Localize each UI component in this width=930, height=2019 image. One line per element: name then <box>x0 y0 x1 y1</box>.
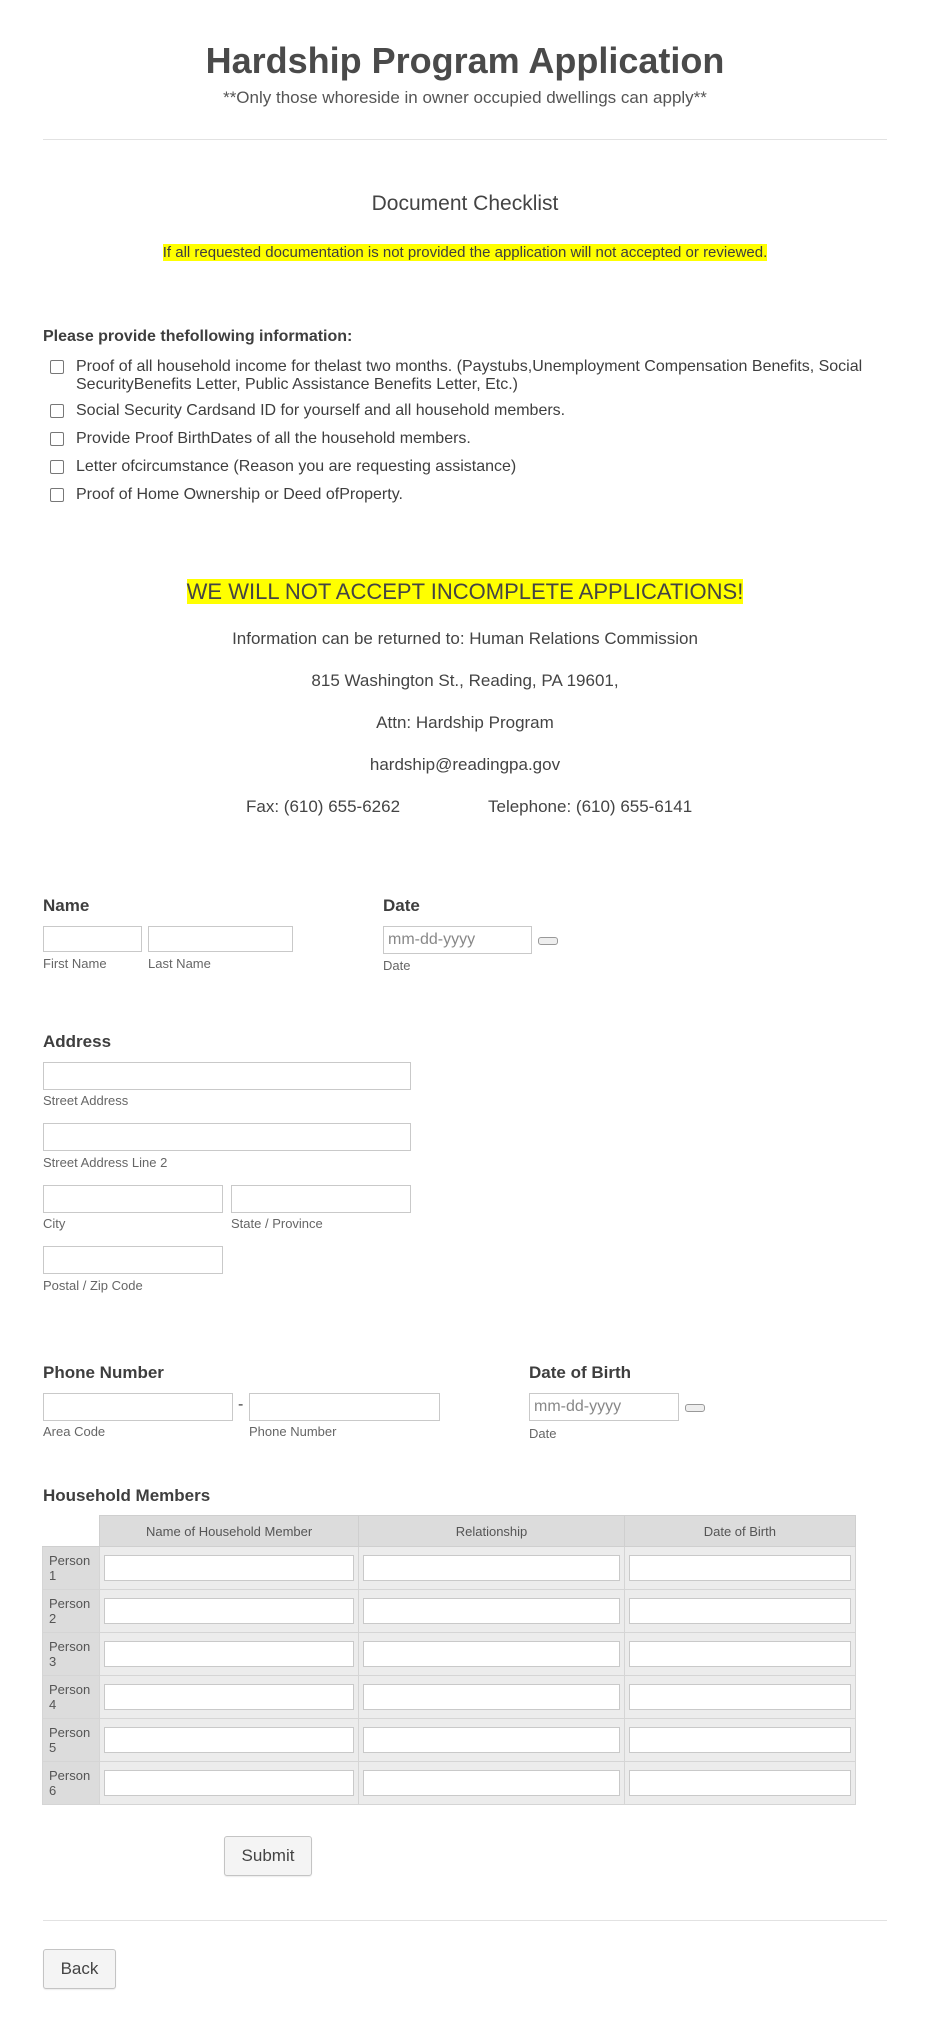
checklist-item-label: Proof of Home Ownership or Deed ofProperty. <box>76 486 403 503</box>
checklist-warning-wrapper <box>0 244 930 261</box>
state-input[interactable] <box>231 1185 411 1213</box>
page-title: Hardship Program Application <box>205 40 725 81</box>
checklist-heading: Document Checklist <box>371 192 559 215</box>
area-code-sublabel: Area Code <box>43 1424 106 1439</box>
telephone-text: Telephone: (610) 655-6141 <box>488 797 693 816</box>
row-label: Person 6 <box>43 1762 100 1805</box>
checkbox[interactable] <box>50 488 64 502</box>
column-header: Relationship <box>359 1516 624 1547</box>
name-label: Name <box>43 896 90 915</box>
member-name-input[interactable] <box>104 1727 354 1753</box>
member-dob-input[interactable] <box>629 1684 851 1710</box>
household-table <box>42 1515 856 1805</box>
city-sublabel: City <box>43 1216 66 1231</box>
calendar-button[interactable] <box>538 937 558 945</box>
row-label: Person 4 <box>43 1676 100 1719</box>
relationship-input[interactable] <box>363 1641 619 1667</box>
member-dob-input[interactable] <box>629 1641 851 1667</box>
divider <box>43 139 887 140</box>
state-sublabel: State / Province <box>231 1216 323 1231</box>
dob-sublabel: Date <box>529 1426 557 1441</box>
member-name-input[interactable] <box>104 1598 354 1624</box>
relationship-input[interactable] <box>363 1598 619 1624</box>
phone-separator: - <box>238 1396 244 1413</box>
relationship-input[interactable] <box>363 1684 619 1710</box>
email-text: hardship@readingpa.gov <box>369 755 561 774</box>
date-sublabel: Date <box>383 958 411 973</box>
phone-number-input[interactable] <box>249 1393 440 1421</box>
street-address-input[interactable] <box>43 1062 411 1090</box>
incomplete-banner: WE WILL NOT ACCEPT INCOMPLETE APPLICATIONS! <box>186 579 744 604</box>
table-row <box>43 1590 856 1633</box>
calendar-button[interactable] <box>685 1404 705 1412</box>
row-label: Person 1 <box>43 1547 100 1590</box>
table-row <box>43 1719 856 1762</box>
address-label: Address <box>43 1032 112 1051</box>
member-name-input[interactable] <box>104 1684 354 1710</box>
phone-label: Phone Number <box>43 1363 164 1382</box>
member-dob-input[interactable] <box>629 1598 851 1624</box>
city-input[interactable] <box>43 1185 223 1213</box>
checkbox[interactable] <box>50 404 64 418</box>
phone-number-sublabel: Phone Number <box>249 1424 337 1439</box>
date-label: Date <box>383 896 420 915</box>
fax-text: Fax: (610) 655-6262 <box>246 797 401 816</box>
first-name-input[interactable] <box>43 926 142 952</box>
checklist-item-label: Letter ofcircumstance (Reason you are requesting assistance) <box>76 458 517 475</box>
relationship-input[interactable] <box>363 1727 619 1753</box>
checklist-item-label: Provide Proof BirthDates of all the household members. <box>76 430 471 447</box>
attn-text: Attn: Hardship Program <box>376 713 554 732</box>
member-dob-input[interactable] <box>629 1770 851 1796</box>
dob-input[interactable] <box>529 1393 679 1421</box>
submit-button[interactable]: Submit <box>224 1836 312 1876</box>
checklist-prompt: Please provide thefollowing information: <box>43 328 353 345</box>
row-label: Person 5 <box>43 1719 100 1762</box>
dob-label: Date of Birth <box>529 1363 631 1382</box>
row-label: Person 3 <box>43 1633 100 1676</box>
column-header: Name of Household Member <box>99 1516 358 1547</box>
divider <box>43 1920 887 1921</box>
street-address-line2-sublabel: Street Address Line 2 <box>43 1155 168 1170</box>
zip-sublabel: Postal / Zip Code <box>43 1278 143 1293</box>
checklist-item-label: Proof of all household income for thelast two months. (Paystubs,Unemployment Compensation Benefits, Social SecurityBenefits Letter, Public Assistance Benefits Letter, Etc.) <box>76 358 863 393</box>
column-header: Date of Birth <box>624 1516 855 1547</box>
member-name-input[interactable] <box>104 1770 354 1796</box>
zip-input[interactable] <box>43 1246 223 1274</box>
checkbox[interactable] <box>50 432 64 446</box>
first-name-sublabel: First Name <box>43 956 107 971</box>
table-row <box>43 1547 856 1590</box>
checkbox[interactable] <box>50 360 64 374</box>
relationship-input[interactable] <box>363 1555 619 1581</box>
incomplete-banner-wrapper <box>0 579 930 605</box>
table-row <box>43 1676 856 1719</box>
table-corner <box>43 1516 100 1547</box>
member-name-input[interactable] <box>104 1555 354 1581</box>
street-text: 815 Washington St., Reading, PA 19601, <box>311 671 619 690</box>
table-row <box>43 1762 856 1805</box>
return-to-text: Information can be returned to: Human Relations Commission <box>232 629 698 648</box>
checklist-item-label: Social Security Cardsand ID for yourself and all household members. <box>76 402 566 419</box>
member-name-input[interactable] <box>104 1641 354 1667</box>
row-label: Person 2 <box>43 1590 100 1633</box>
relationship-input[interactable] <box>363 1770 619 1796</box>
table-row <box>43 1633 856 1676</box>
page-subtitle: **Only those whoreside in owner occupied dwellings can apply** <box>223 88 707 107</box>
back-button[interactable]: Back <box>43 1949 116 1989</box>
last-name-sublabel: Last Name <box>148 956 211 971</box>
street-address-line2-input[interactable] <box>43 1123 411 1151</box>
checklist-warning: If all requested documentation is not provided the application will not accepted or reviewed. <box>162 244 768 261</box>
street-address-sublabel: Street Address <box>43 1093 129 1108</box>
checkbox[interactable] <box>50 460 64 474</box>
last-name-input[interactable] <box>148 926 293 952</box>
member-dob-input[interactable] <box>629 1727 851 1753</box>
member-dob-input[interactable] <box>629 1555 851 1581</box>
area-code-input[interactable] <box>43 1393 233 1421</box>
household-label: Household Members <box>43 1486 211 1505</box>
date-input[interactable] <box>383 926 532 954</box>
